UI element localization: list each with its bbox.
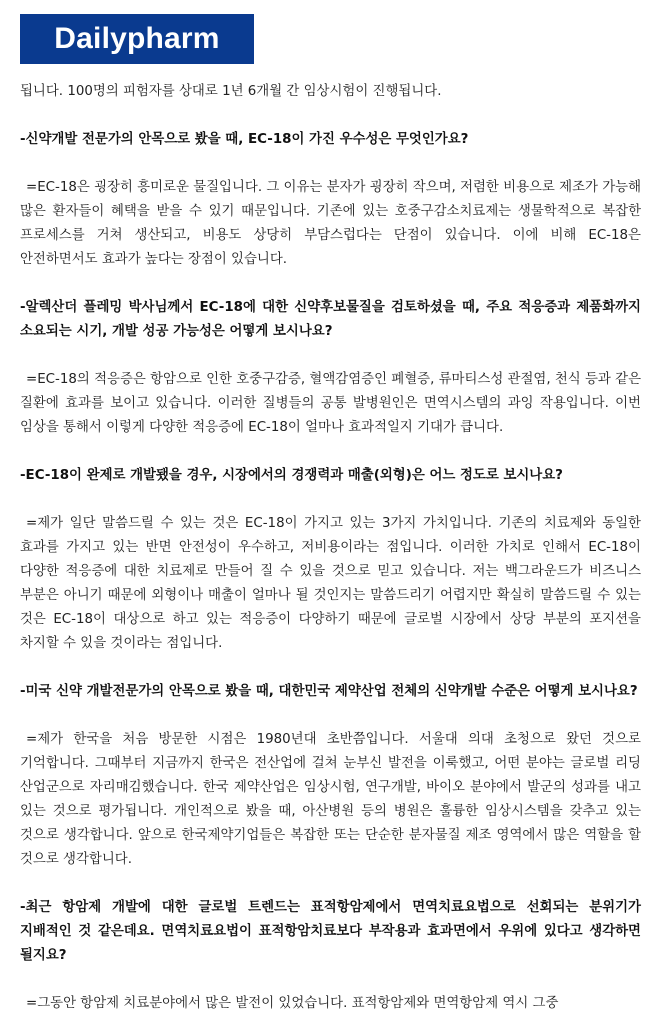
question-3: -EC-18이 완제로 개발됐을 경우, 시장에서의 경쟁력과 매출(외형)은 어느 정도로 보시나요? xyxy=(20,468,563,483)
question-2: -알렉산더 플레밍 박사님께서 EC-18에 대한 신약후보물질을 검토하셨을 때, 주요 적응증과 제품화까지 소요되는 시기, 개발 성공 가능성은 어떻게 보시나요? xyxy=(20,300,641,339)
question-4: -미국 신약 개발전문가의 안목으로 봤을 때, 대한민국 제약산업 전체의 신약개발 수준은 어떻게 보시나요? xyxy=(20,684,638,699)
answer-5: =그동안 항암제 치료분야에서 많은 발전이 있었습니다. 표적항암제와 면역항암제 역시 그중 xyxy=(26,996,559,1011)
answer-3: =제가 일단 말씀드릴 수 있는 것은 EC-18이 가지고 있는 3가지 가치입니다. 기존의 치료제와 동일한 효과를 가지고 있는 반면 안전성이 우수하고, 저비용이라는 점입니다. 이러한 가치로 인해서 EC-18이 다양한 적응증에 대한 치료제로 만들어 질 수 있을 것으로 믿고 있습니다. 저는 백그라운드가 비즈니스 부분은 아니기 때문에 외형이나 매출이 얼마나 될 것인지는 말씀드리기 어렵지만 확실히 말씀드릴 수 있는 것은 EC-18이 대상으로 하고 있는 적응증이 다양하기 때문에 글로벌 시장에서 상당 부분의 포지션을 차지할 수 있을 것이라는 점입니다. xyxy=(20,516,641,651)
answer-4: =제가 한국을 처음 방문한 시점은 1980년대 초반쯤입니다. 서울대 의대 초청으로 왔던 것으로 기억합니다. 그때부터 지금까지 한국은 전산업에 걸쳐 눈부신 발전을 이룩했고, 어떤 분야는 글로벌 리딩 산업군으로 자리매김했습니다. 한국 제약산업은 임상시험, 연구개발, 바이오 분야에서 발군의 성과를 내고 있는 것으로 평가됩니다. 개인적으로 봤을 때, 아산병원 등의 병원은 훌륭한 임상시스템을 갖추고 있는 것으로 생각합니다. 앞으로 한국제약기업들은 복잡한 또는 단순한 분자물질 제조 영역에서 많은 역할을 할 것으로 생각합니다. xyxy=(20,732,641,867)
spacer xyxy=(20,872,641,896)
question-1: -신약개발 전문가의 안목으로 봤을 때, EC-18이 가진 우수성은 무엇인가요? xyxy=(20,132,469,147)
question-5: -최근 항암제 개발에 대한 글로벌 트렌드는 표적항암제에서 면역치료요법으로 선회되는 분위기가 지배적인 것 같은데요. 면역치료요법이 표적항암치료보다 부작용과 효과면에서 우위에 있다고 생각하면 될지요? xyxy=(20,900,641,963)
spacer xyxy=(20,152,641,176)
spacer xyxy=(20,440,641,464)
dailypharm-logo[interactable] xyxy=(20,14,254,64)
intro-paragraph: 됩니다. 100명의 피험자를 상대로 1년 6개월 간 임상시험이 진행됩니다. xyxy=(20,84,442,99)
spacer xyxy=(20,656,641,680)
spacer xyxy=(20,488,641,512)
answer-2: =EC-18의 적응증은 항암으로 인한 호중구감증, 혈액감염증인 폐혈증, 류마티스성 관절염, 천식 등과 같은 질환에 효과를 보이고 있습니다. 이러한 질병들의 공통 발병원인은 면역시스템의 과잉 작용입니다. 이번 임상을 통해서 이렇게 다양한 적응증에 EC-18이 얼마나 효과적일지 기대가 큽니다. xyxy=(20,372,641,435)
spacer xyxy=(20,344,641,368)
spacer xyxy=(20,704,641,728)
logo-text: Dailypharm xyxy=(54,22,220,55)
article-body xyxy=(20,80,641,1016)
spacer xyxy=(20,272,641,296)
spacer xyxy=(20,968,641,992)
answer-1: =EC-18은 굉장히 흥미로운 물질입니다. 그 이유는 분자가 굉장히 작으며, 저렴한 비용으로 제조가 가능해 많은 환자들이 혜택을 받을 수 있기 때문입니다. 기존에 있는 호중구감소치료제는 생물학적으로 복잡한 프로세스를 거쳐 생산되고, 비용도 상당히 부담스럽다는 단점이 있습니다. 이에 비해 EC-18은 안전하면서도 효과가 높다는 장점이 있습니다. xyxy=(20,180,641,267)
spacer xyxy=(20,104,641,128)
